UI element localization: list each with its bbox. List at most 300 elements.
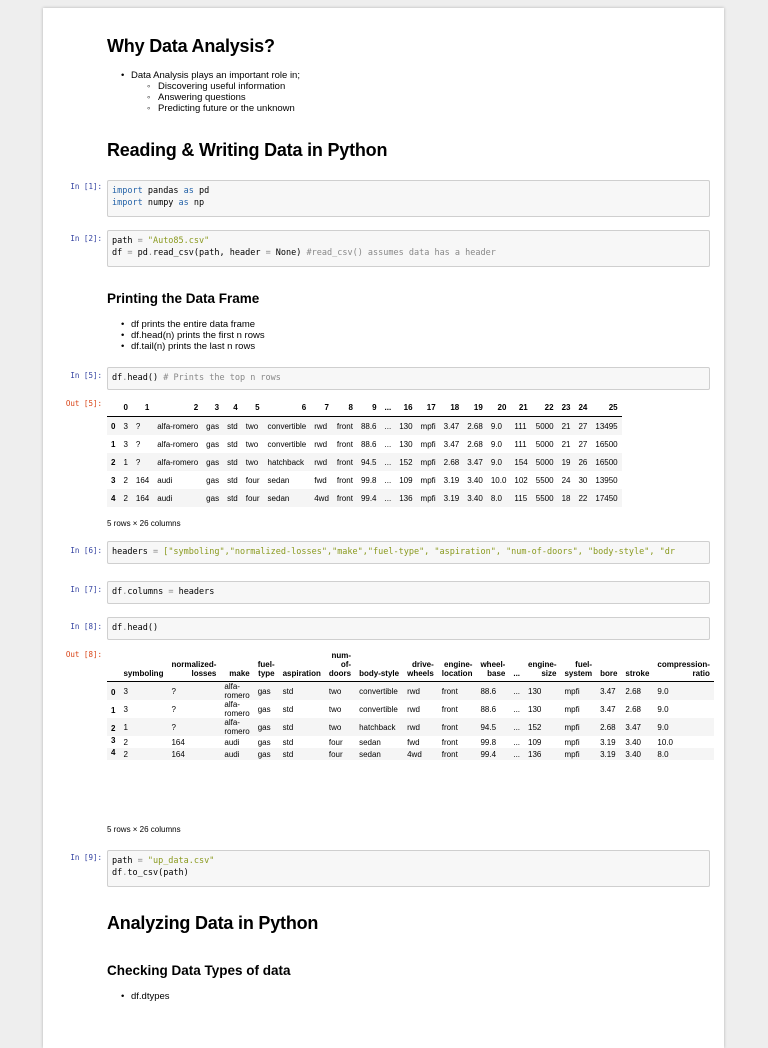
table-cell: std [282,749,294,759]
code-keyword: import [112,198,143,208]
table-cell: 3.19 [443,493,460,503]
table-cell: std [227,457,238,467]
table-cell: mpfi [564,722,580,732]
table-cell: rwd [314,439,328,449]
table-cell: 164 [135,493,150,503]
list-item: • df.head(n) prints the first n rows [107,330,265,341]
table-cell: 2.68 [625,686,641,696]
code-token: to_csv(path) [127,868,189,878]
table-cell: front [441,686,458,696]
row-index: 4 [111,493,116,503]
column-header: 22 [544,402,554,412]
table-cell: std [227,493,238,503]
code-cell-5[interactable] [107,367,710,390]
table-cell: 2.68 [467,421,483,431]
table-cell: sedan [359,749,381,759]
table-cell: 24 [561,475,571,485]
table-cell: mpfi [420,475,436,485]
table-cell: 3.47 [467,457,483,467]
heading-why-data-analysis: Why Data Analysis? [107,36,275,56]
column-header: 5 [255,402,260,412]
table-cell: convertible [359,704,398,714]
table-cell: four [245,493,260,503]
cell-prompt: In [9]: [70,853,102,862]
table-header-row [107,398,622,417]
table-cell: 88.6 [480,704,497,714]
code-token: df [112,373,123,383]
table-cell: front [336,493,353,503]
code-token: pd [193,186,210,196]
table-cell: 2.68 [625,704,641,714]
table-cell: ? [171,704,176,714]
table-cell: std [227,421,238,431]
table-cell: ... [384,475,392,485]
row-index: 0 [111,688,116,697]
code-keyword: as [183,186,194,196]
table-cell: 152 [528,722,542,732]
table-cell: gas [206,457,220,467]
column-header: 20 [497,402,507,412]
column-header: fuel- type [257,660,275,678]
cell-prompt: In [6]: [70,546,102,555]
table-cell: std [282,737,294,747]
table-cell: audi [224,749,240,759]
table-cell: 3.47 [625,722,641,732]
column-header: aspiration [282,669,321,678]
table-cell: mpfi [420,493,436,503]
table-cell: front [336,421,353,431]
table-row [107,700,714,718]
table-cell: ? [171,722,176,732]
table-cell: hatchback [359,722,396,732]
table-cell: 5500 [535,475,554,485]
list-item: • df prints the entire data frame [107,319,265,330]
column-header: wheel- base [480,660,506,678]
table-cell: mpfi [564,686,580,696]
table-cell: ... [384,439,392,449]
table-cell: std [282,722,294,732]
code-operator: . [122,623,128,633]
table-cell: gas [257,704,271,714]
code-operator: = [137,856,143,866]
table-cell: fwd [407,737,420,747]
column-header: 25 [608,402,618,412]
table-row [107,682,714,701]
table-cell: 21 [561,421,571,431]
row-index: 2 [111,457,116,467]
table-cell: alfa- romero [224,700,250,718]
table-cell: 2.68 [467,439,483,449]
table-cell: gas [206,439,220,449]
code-token: read_csv(path, header [152,248,266,258]
heading-reading-writing: Reading & Writing Data in Python [107,140,388,160]
column-header: drive- wheels [407,660,434,678]
row-index: 1 [111,439,116,449]
table-cell: 164 [171,737,185,747]
table-cell: 2 [123,475,128,485]
table-cell: alfa-romero [157,457,199,467]
table-cell: sedan [267,493,290,503]
table-cell: 99.8 [480,737,497,747]
table-cell: 164 [135,475,150,485]
table-cell: 3 [123,686,128,696]
table-row [107,718,714,736]
code-cell-6[interactable] [107,541,710,564]
output-prompt: Out [5]: [65,399,102,408]
table-cell: std [282,686,294,696]
table-row [107,471,622,489]
table-cell: 3.40 [467,475,483,485]
table-cell: 30 [578,475,588,485]
table-cell: ? [135,439,141,449]
table-cell: 136 [399,493,413,503]
table-cell: 16500 [595,439,618,449]
table-cell: 5000 [535,439,554,449]
table-cell: four [245,475,260,485]
table-cell: alfa-romero [157,421,199,431]
table-cell: 2 [123,749,128,759]
table-cell: sedan [267,475,290,485]
table-cell: 3 [123,439,128,449]
table-cell: 154 [514,457,528,467]
row-index: 1 [111,706,116,715]
table-cell: 164 [171,749,185,759]
code-cell-9[interactable] [107,850,710,887]
table-row [107,489,622,507]
column-header: 6 [301,402,307,412]
table-shape-note: 5 rows × 26 columns [107,825,181,834]
table-cell: 9.0 [657,704,669,714]
column-header: 3 [214,402,220,412]
column-header: body-style [359,669,400,678]
code-operator: . [147,248,153,258]
table-cell: 10.0 [490,475,507,485]
table-cell: 109 [528,737,542,747]
code-comment: # Prints the top n rows [163,373,281,383]
table-cell: ... [384,457,392,467]
code-cell-7[interactable] [107,581,710,604]
code-token: numpy [142,198,179,208]
table-cell: front [336,475,353,485]
table-cell: 2 [123,493,128,503]
table-cell: gas [206,475,220,485]
table-cell: 2.68 [443,457,460,467]
column-header: make [229,669,250,678]
code-token: df [112,868,123,878]
table-cell: 19 [561,457,571,467]
table-cell: 5000 [535,421,554,431]
column-header: ... [513,669,521,678]
table-cell: ... [513,749,521,759]
code-keyword: as [178,198,189,208]
table-row [107,417,622,436]
table-cell: alfa-romero [157,439,199,449]
table-cell: 27 [578,421,588,431]
table-cell: 130 [399,439,413,449]
table-cell: rwd [407,686,420,696]
table-cell: four [328,749,343,759]
column-header: 19 [473,402,483,412]
table-cell: 1 [123,722,128,732]
table-cell: 9.0 [490,457,502,467]
table-header-row [107,651,714,682]
column-header: ... [384,402,392,412]
heading-printing-data-frame: Printing the Data Frame [107,291,260,306]
table-cell: ... [513,737,521,747]
column-header [107,651,119,682]
code-keyword: import [112,186,143,196]
list-item: ◦ Answering questions [107,92,300,103]
table-cell: two [245,421,259,431]
table-cell: two [245,439,259,449]
table-cell: 9.0 [657,722,669,732]
table-cell: gas [257,749,271,759]
table-cell: 4wd [314,493,329,503]
column-header: 4 [233,402,238,412]
row-index: 3 [111,736,116,745]
column-header: 2 [193,402,199,412]
table-row [107,748,714,760]
table-cell: 17450 [595,493,618,503]
code-token: headers [173,587,215,597]
table-cell: front [441,749,458,759]
table-cell: 88.6 [360,421,377,431]
list-item: • df.tail(n) prints the last n rows [107,341,265,352]
table-cell: 4wd [407,749,422,759]
table-cell: alfa- romero [224,718,250,736]
table-cell: 3.19 [443,475,460,485]
code-operator: = [127,248,133,258]
table-cell: 8.0 [657,749,669,759]
table-cell: 152 [399,457,413,467]
list-item: ◦ Discovering useful information [107,81,300,92]
table-cell: 115 [514,493,528,503]
table-cell: mpfi [564,737,580,747]
column-header: 17 [426,402,436,412]
column-header: num- of- doors [328,651,352,678]
code-token: df [112,623,123,633]
table-cell: rwd [407,722,420,732]
table-cell: mpfi [564,704,580,714]
column-header: stroke [625,669,650,678]
table-cell: ... [513,704,521,714]
cell-prompt: In [7]: [70,585,102,594]
column-header: normalized- losses [171,660,217,678]
table-cell: sedan [359,737,381,747]
table-cell: 18 [561,493,571,503]
table-cell: 9.0 [657,686,669,696]
code-operator: = [265,248,271,258]
column-header: 21 [518,402,528,412]
table-cell: 9.0 [490,421,502,431]
list-item: • df.dtypes [107,991,170,1002]
table-cell: 16500 [595,457,618,467]
column-header: engine- location [441,660,473,678]
table-cell: rwd [314,457,328,467]
table-cell: rwd [314,421,328,431]
heading-analyzing-data: Analyzing Data in Python [107,913,319,933]
table-cell: 3.40 [625,737,641,747]
code-comment: #read_csv() assumes data has a header [306,248,496,258]
column-header: 0 [123,402,128,412]
table-cell: 3.47 [600,704,616,714]
column-header: 18 [450,402,460,412]
table-cell: 3.19 [600,749,616,759]
column-header: fuel- system [564,660,593,678]
table-cell: gas [257,737,271,747]
table-cell: 3 [123,704,128,714]
table-cell: audi [224,737,240,747]
table-cell: ... [513,686,521,696]
cell-prompt: In [5]: [70,371,102,380]
table-cell: two [328,686,342,696]
row-index: 3 [111,475,116,485]
code-token: path [112,856,138,866]
code-token: head() [127,623,159,633]
table-cell: std [227,439,238,449]
code-cell-2[interactable] [107,230,710,267]
list-item: • Data Analysis plays an important role in; [107,70,300,81]
table-cell: ... [384,421,392,431]
table-cell: 109 [399,475,413,485]
table-cell: front [441,737,458,747]
heading-checking-data-types: Checking Data Types of data [107,963,291,978]
table-cell: ... [513,722,521,732]
column-header: engine- size [528,660,557,678]
table-cell: 21 [561,439,571,449]
table-cell: 130 [528,704,542,714]
table-cell: 8.0 [490,493,502,503]
code-token: df [112,587,123,597]
code-operator: . [122,868,128,878]
column-header: compression- ratio [657,660,710,678]
column-header: 24 [578,402,588,412]
dataframe-output-1 [107,398,622,507]
table-cell: 13495 [595,421,618,431]
table-cell: four [328,737,343,747]
code-operator: . [122,373,128,383]
table-cell: fwd [314,475,327,485]
table-cell: convertible [267,439,307,449]
table-cell: 111 [514,421,527,431]
code-operator: = [137,236,143,246]
code-token: path [112,236,138,246]
table-cell: convertible [359,686,398,696]
table-cell: 3.19 [600,737,616,747]
table-cell: 88.6 [360,439,377,449]
row-index: 0 [111,421,116,431]
table-cell: gas [257,686,271,696]
table-cell: 5500 [535,493,554,503]
table-cell: two [245,457,259,467]
code-string: ["symboling","normalized-losses","make","fuel-type", "aspiration", "num-of-doors", "body-style", "dr [158,547,675,557]
table-cell: convertible [267,421,307,431]
table-cell: hatchback [267,457,305,467]
code-operator: = [168,587,174,597]
row-index: 2 [111,724,116,733]
code-token: columns [127,587,169,597]
table-cell: rwd [407,704,420,714]
table-cell: 88.6 [480,686,497,696]
table-cell: audi [157,475,173,485]
table-cell: front [441,704,458,714]
table-cell: 3.40 [467,493,483,503]
table-cell: std [227,475,238,485]
table-cell: 2.68 [600,722,616,732]
code-string: "Auto85.csv" [142,236,210,246]
table-cell: two [328,722,342,732]
cell-prompt: In [2]: [70,234,102,243]
code-token: None) [270,248,307,258]
table-cell: 99.8 [360,475,377,485]
table-cell: 136 [528,749,542,759]
list-item: ◦ Predicting future or the unknown [107,103,300,114]
table-cell: 27 [578,439,588,449]
code-token: head() [127,373,164,383]
table-cell: 3 [123,421,128,431]
code-token: df [112,248,128,258]
notebook-page [43,8,724,1048]
table-cell: 1 [123,457,128,467]
table-cell: 2 [123,737,128,747]
printing-bullet-list [107,319,265,352]
table-cell: 94.5 [360,457,377,467]
table-cell: mpfi [420,457,436,467]
table-cell: gas [206,421,220,431]
table-cell: 130 [528,686,542,696]
table-cell: 22 [578,493,588,503]
table-cell: 99.4 [360,493,377,503]
code-token: pd [132,248,148,258]
column-header: 23 [561,402,571,412]
code-operator: . [122,587,128,597]
table-cell: ... [384,493,392,503]
column-header [107,398,119,417]
code-operator: = [152,547,159,557]
code-token: headers [112,547,153,557]
table-cell: 13950 [595,475,618,485]
row-index: 4 [111,748,116,757]
output-prompt: Out [8]: [65,650,102,659]
table-cell: front [441,722,458,732]
table-cell: 102 [514,475,528,485]
table-cell: ? [171,686,176,696]
table-row [107,736,714,748]
code-cell-8[interactable] [107,617,710,640]
table-cell: 3.47 [443,421,460,431]
table-cell: 130 [399,421,413,431]
cell-prompt: In [8]: [70,622,102,631]
table-cell: 26 [578,457,588,467]
column-header: 16 [403,402,413,412]
column-header: 1 [144,402,150,412]
table-cell: ? [135,457,141,467]
table-cell: two [328,704,342,714]
table-cell: front [336,457,353,467]
table-cell: front [336,439,353,449]
table-shape-note: 5 rows × 26 columns [107,519,181,528]
table-cell: 3.47 [443,439,460,449]
code-string: "up_data.csv" [142,856,215,866]
table-cell: gas [206,493,220,503]
code-cell-1[interactable] [107,180,710,217]
column-header: bore [600,669,618,678]
code-token: pandas [142,186,184,196]
table-cell: 9.0 [490,439,502,449]
table-cell: 5000 [535,457,554,467]
table-row [107,453,622,471]
cell-prompt: In [1]: [70,182,102,191]
